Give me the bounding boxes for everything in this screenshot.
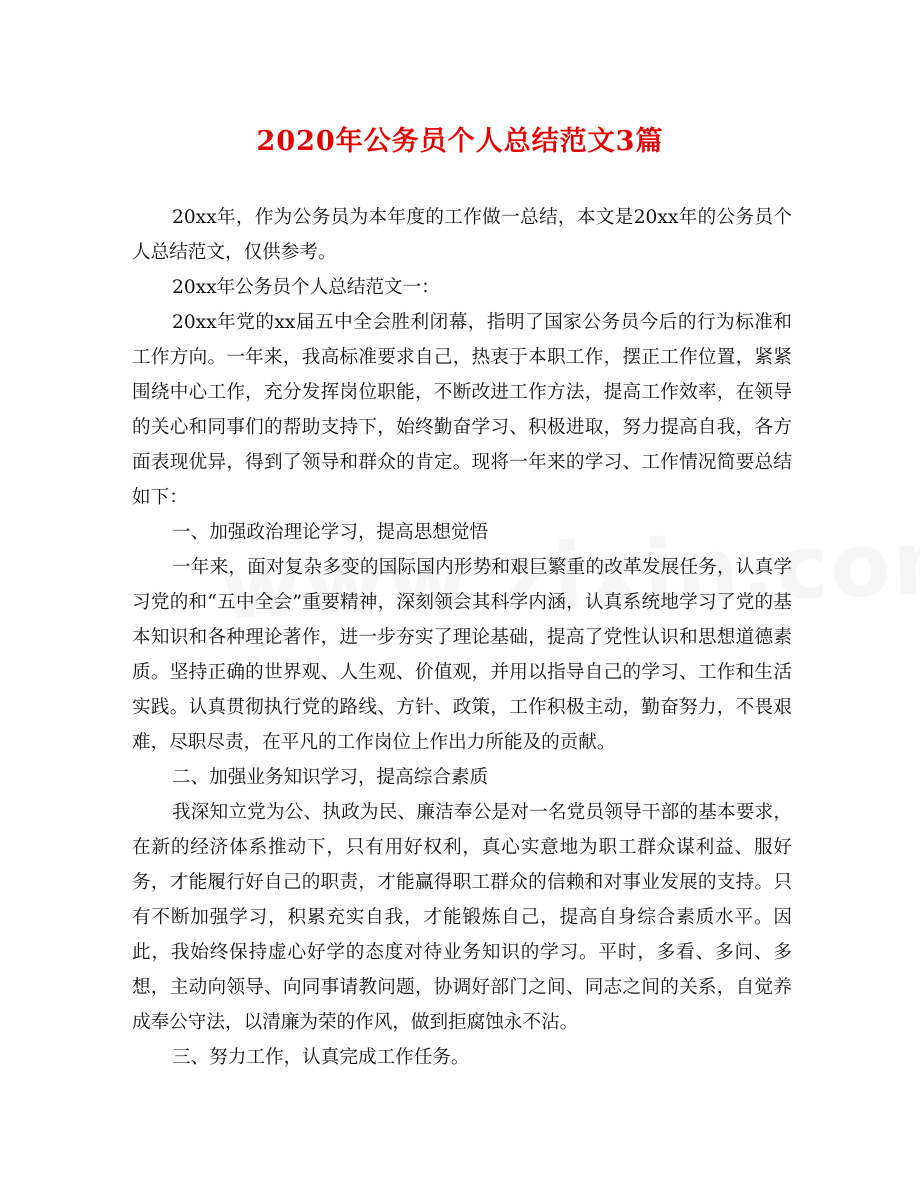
section-heading-sample-one: 20xx年公务员个人总结范文一： (172, 277, 440, 298)
section-heading-1: 一、加强政治理论学习，提高思想觉悟 (172, 522, 489, 543)
intro-paragraph: 20xx年，作为公务员为本年度的工作做一总结，本文是20xx年的公务员个人总结范文，仅供参考。 (132, 207, 792, 263)
document-title: 2020年公务员个人总结范文3篇 (256, 126, 664, 157)
document-body (132, 200, 792, 1075)
body-paragraph: 我深知立党为公、执政为民、廉洁奉公是对一名党员领导干部的基本要求，在新的经济体系推动下，只有用好权利，真心实意地为职工群众谋利益、服好务，才能履行好自己的职责，才能赢得职工群众的信赖和对事业发展的支持。只有不断加强学习，积累充实自我，才能锻炼自己，提高自身综合素质水平。因此，我始终保持虚心好学的态度对待业务知识的学习。平时，多看、多问、多想，主动向领导、向同事请教问题，协调好部门之间、同志之间的关系，自觉养成奉公守法，以清廉为荣的作风，做到拒腐蚀永不沾。 (132, 802, 792, 1033)
body-paragraph: 20xx年党的xx届五中全会胜利闭幕，指明了国家公务员今后的行为标准和工作方向。一年来，我高标准要求自己，热衷于本职工作，摆正工作位置，紧紧围绕中心工作，充分发挥岗位职能，不断改进工作方法，提高工作效率，在领导的关心和同事们的帮助支持下，始终勤奋学习、积极进取，努力提高自我，各方面表现优异，得到了领导和群众的肯定。现将一年来的学习、工作情况简要总结如下： (132, 312, 792, 508)
section-heading-3: 三、努力工作，认真完成工作任务。 (172, 1047, 470, 1068)
body-paragraph: 一年来，面对复杂多变的国际国内形势和艰巨繁重的改革发展任务，认真学习党的和“五中全会”重要精神，深刻领会其科学内涵，认真系统地学习了党的基本知识和各种理论著作，进一步夯实了理论基础，提高了党性认识和思想道德素质。坚持正确的世界观、人生观、价值观，并用以指导自己的学习、工作和生活实践。认真贯彻执行党的路线、方针、政策，工作积极主动，勤奋努力，不畏艰难，尽职尽责，在平凡的工作岗位上作出力所能及的贡献。 (132, 557, 792, 753)
section-heading-2: 二、加强业务知识学习，提高综合素质 (172, 767, 489, 788)
